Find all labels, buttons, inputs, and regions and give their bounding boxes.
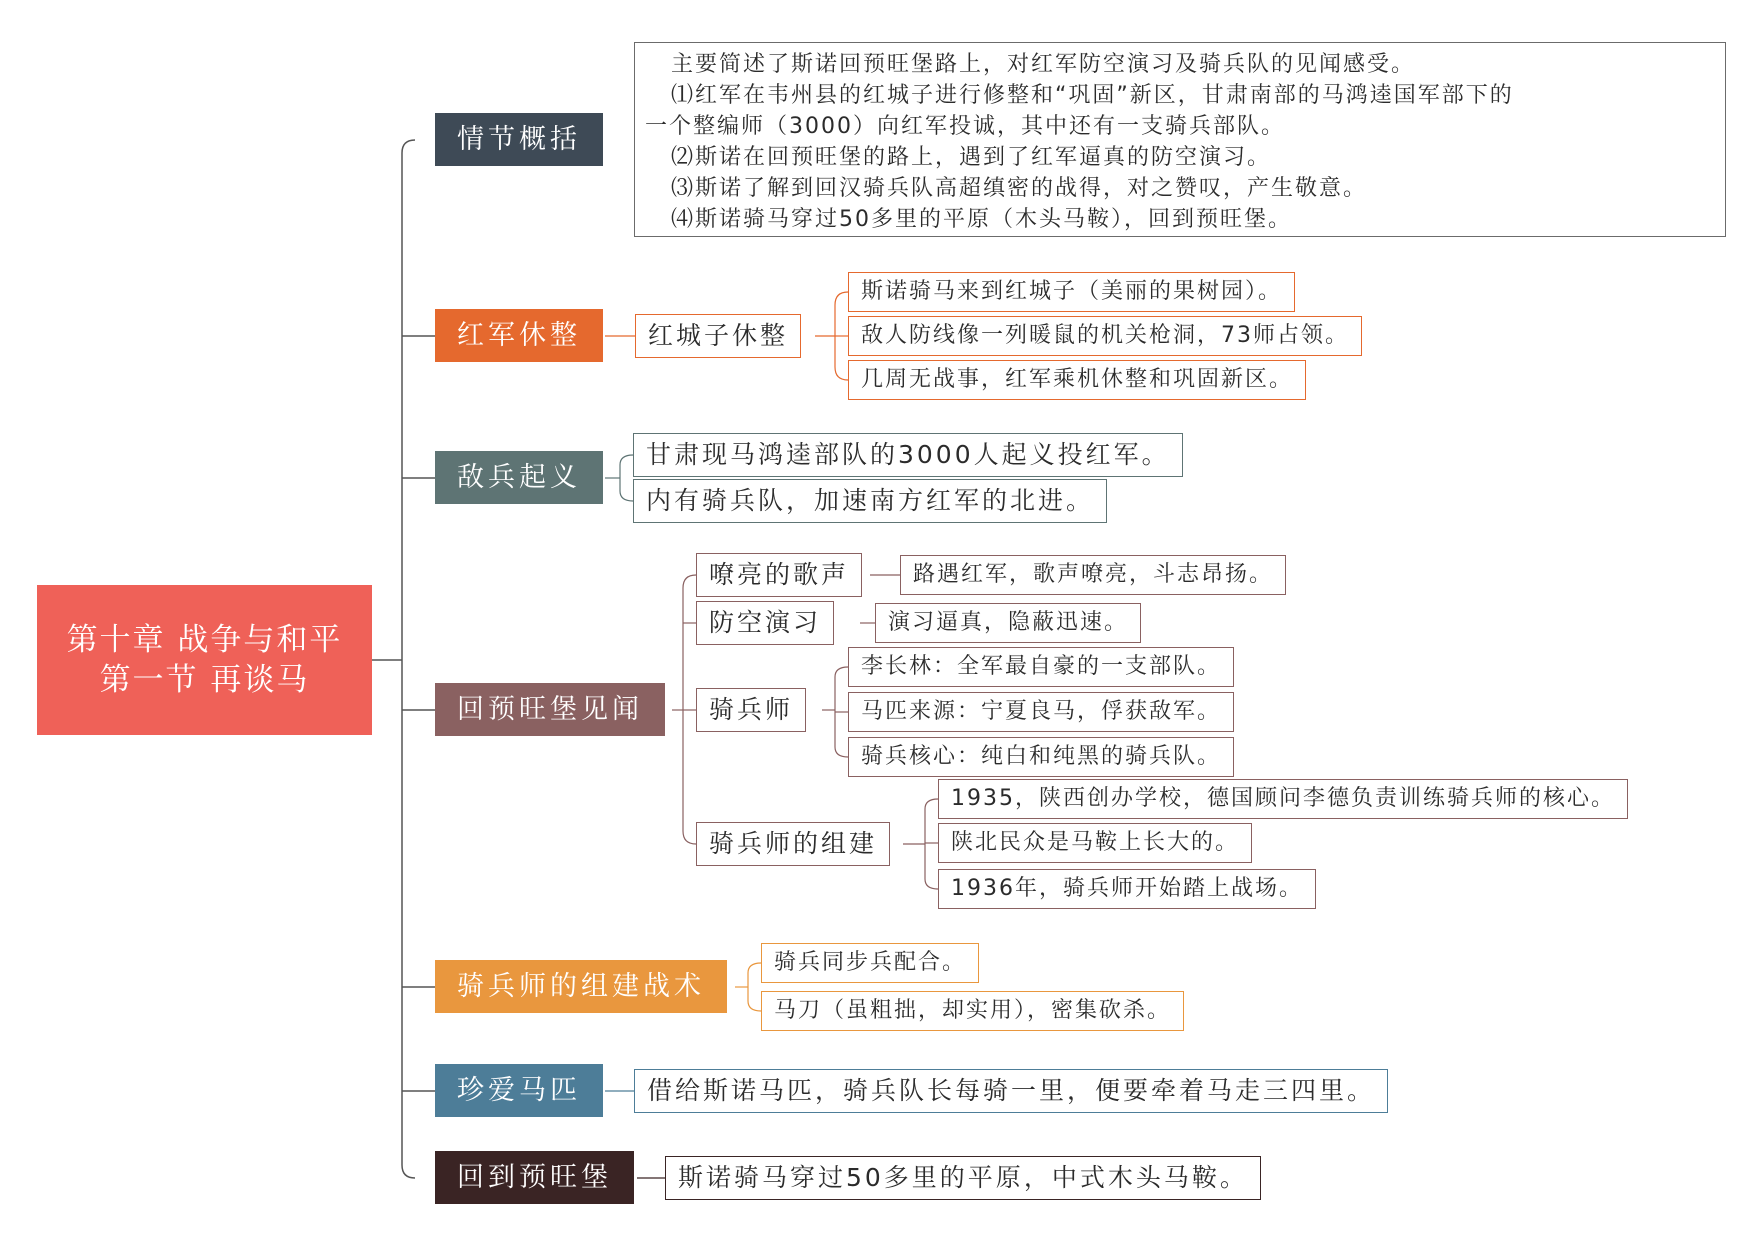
leaf-song[interactable]: 路遇红军，歌声嘹亮，斗志昂扬。 [900,555,1286,595]
leaf-cherish[interactable]: 借给斯诺马匹，骑兵队长每骑一里，便要牵着马走三四里。 [634,1069,1388,1113]
root-title-line1: 第十章 战争与和平 [66,622,343,658]
branch-cavalry-tactics[interactable]: 骑兵师的组建战术 [435,960,727,1013]
leaf-rest-3[interactable]: 几周无战事，红军乘机休整和巩固新区。 [848,360,1306,400]
leaf-air-drill[interactable]: 演习逼真，隐蔽迅速。 [875,603,1141,643]
leaf-uprising-2[interactable]: 内有骑兵队，加速南方红军的北进。 [633,479,1107,523]
leaf-formation-1[interactable]: 1935，陕西创办学校，德国顾问李德负责训练骑兵师的核心。 [938,779,1628,819]
subtopic-cavalry-division[interactable]: 骑兵师 [696,688,806,732]
root-topic[interactable] [37,585,372,735]
summary-line: ⑴红军在韦州县的红城子进行修整和“巩固”新区，甘肃南部的马鸿逵国军部下的 [671,83,1514,108]
branch-back-to-yuwangbao[interactable]: 回到预旺堡 [435,1151,634,1204]
leaf-tactics-2[interactable]: 马刀（虽粗拙，却实用），密集砍杀。 [761,991,1184,1031]
summary-line: 主要简述了斯诺回预旺堡路上，对红军防空演习及骑兵队的见闻感受。 [671,52,1416,77]
summary-line: 一个整编师（3000）向红军投诚，其中还有一支骑兵部队。 [645,114,1285,139]
leaf-rest-1[interactable]: 斯诺骑马来到红城子（美丽的果树园）。 [848,272,1295,312]
uprising-connectors [605,455,633,501]
leaf-rest-2[interactable]: 敌人防线像一列暖鼠的机关枪洞，73师占领。 [848,316,1362,356]
leaf-formation-3[interactable]: 1936年，骑兵师开始踏上战场。 [938,869,1316,909]
subtopic-air-drill[interactable]: 防空演习 [696,601,834,645]
subtopic-hongchengzi[interactable]: 红城子休整 [635,314,801,358]
leaf-formation-2[interactable]: 陕北民众是马鞍上长大的。 [938,823,1252,863]
plot-summary-box[interactable] [634,42,1726,237]
branch-cherish-horses[interactable]: 珍爱马匹 [435,1064,603,1117]
leaf-tactics-1[interactable]: 骑兵同步兵配合。 [761,943,979,983]
subtopic-song[interactable]: 嘹亮的歌声 [696,553,862,597]
subtopic-cavalry-formation[interactable]: 骑兵师的组建 [696,822,890,866]
branch-plot-summary[interactable]: 情节概括 [435,113,603,166]
summary-line: ⑷斯诺骑马穿过50多里的平原（木头马鞍），回到预旺堡。 [671,207,1292,232]
branch-return-trip[interactable]: 回预旺堡见闻 [435,683,665,736]
leaf-uprising-1[interactable]: 甘肃现马鸿逵部队的3000人起义投红军。 [633,433,1183,477]
leaf-cavalry-2[interactable]: 马匹来源：宁夏良马，俘获敌军。 [848,692,1234,732]
leaf-back[interactable]: 斯诺骑马穿过50多里的平原，中式木头马鞍。 [665,1156,1261,1200]
root-title-line2: 第一节 再谈马 [99,662,310,698]
branch-enemy-uprising[interactable]: 敌兵起义 [435,451,603,504]
tactics-connectors [735,963,761,1011]
summary-line: ⑵斯诺在回预旺堡的路上，遇到了红军逼真的防空演习。 [671,145,1272,170]
leaf-cavalry-1[interactable]: 李长林：全军最自豪的一支部队。 [848,647,1234,687]
summary-line: ⑶斯诺了解到回汉骑兵队高超缜密的战得，对之赞叹，产生敬意。 [671,176,1368,201]
main-trunk [372,140,435,1178]
leaf-cavalry-3[interactable]: 骑兵核心：纯白和纯黑的骑兵队。 [848,737,1234,777]
branch-red-army-rest[interactable]: 红军休整 [435,309,603,362]
